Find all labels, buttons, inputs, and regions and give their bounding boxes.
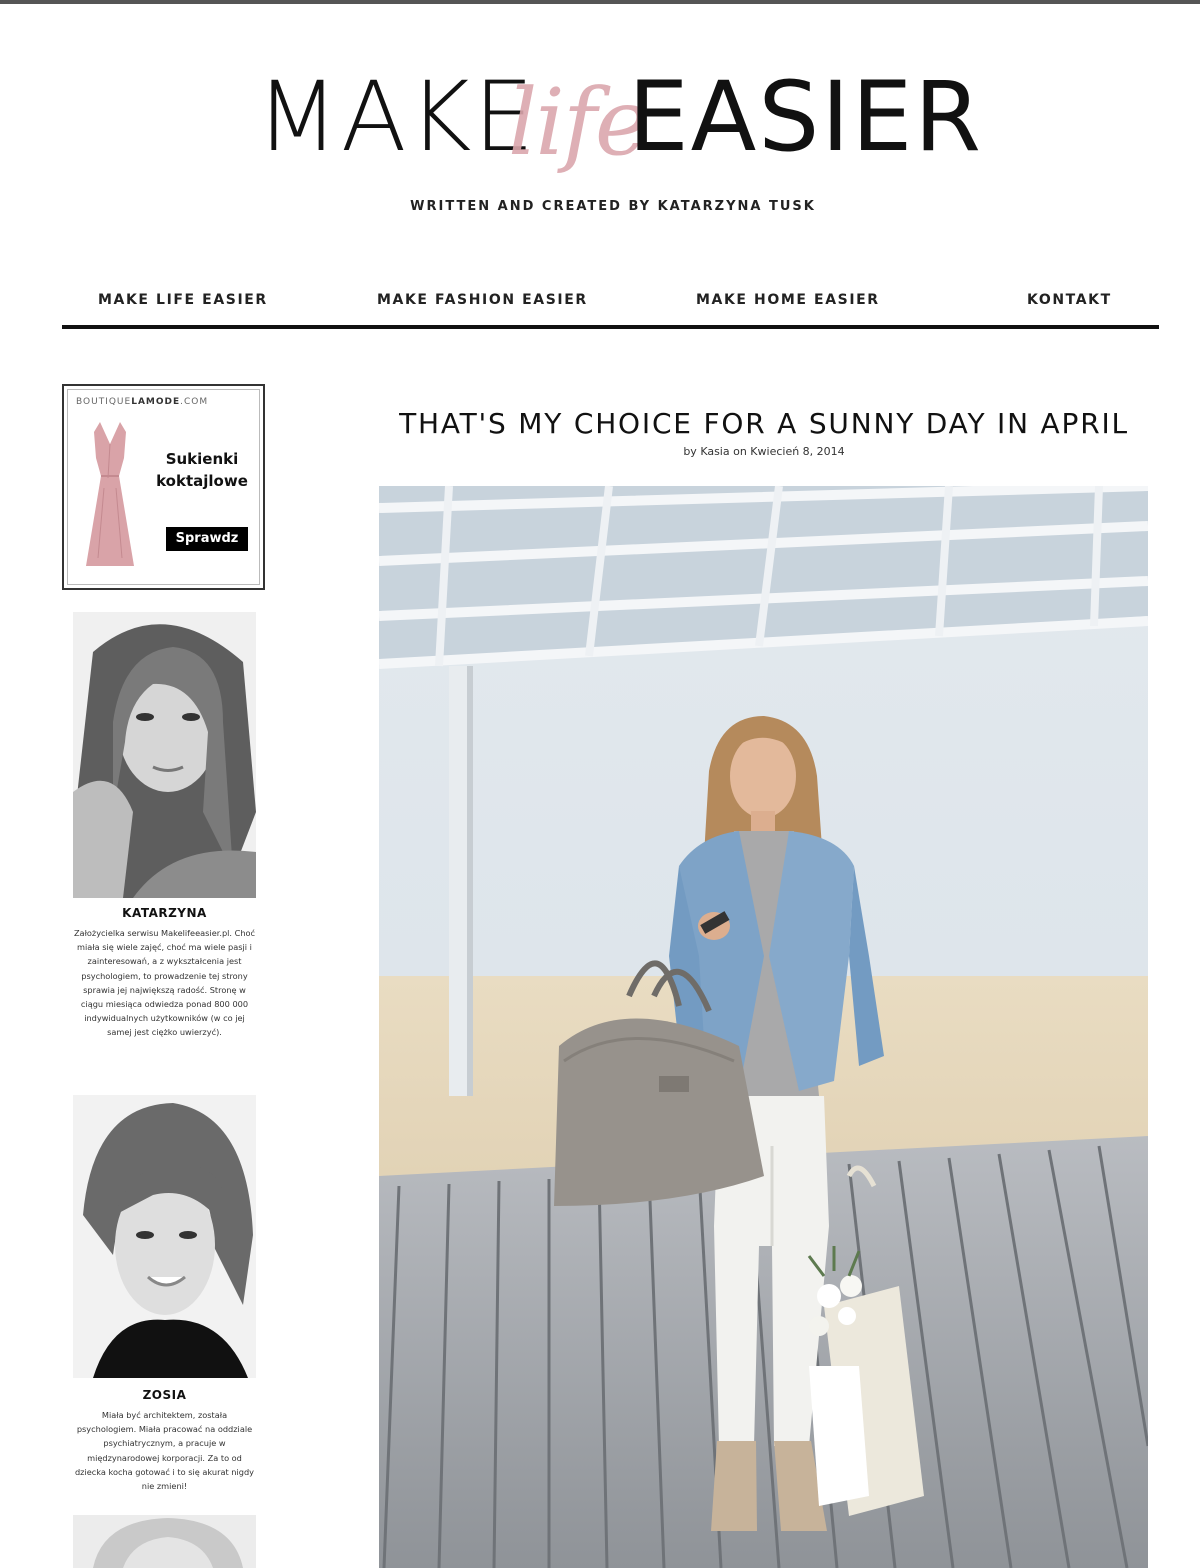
ad-brand-suffix: .COM	[180, 397, 209, 407]
top-border	[0, 0, 1200, 4]
author-name-zosia: ZOSIA	[142, 1388, 187, 1402]
ad-check-button[interactable]: Sprawdz	[166, 527, 248, 551]
ad-title: Sukienki koktajlowe	[156, 450, 248, 490]
outfit-photo-image	[379, 486, 1148, 1568]
ad-brand-prefix: BOUTIQUE	[76, 397, 132, 407]
author-portrait-zosia[interactable]	[73, 1095, 256, 1378]
author-bio-katarzyna: Założycielka serwisu Makelifeeasier.pl. Choć miała się wiele zajęć, choć ma wiele pasji i zainteresowań, a z wykształcenia jest psychologiem, to prowadzenie tej strony sprawia jej największą radość. Stronę w ciągu miesiąca odwiedza ponad 800 000 indywidualnych użytkowników (w co jej samej jest ciężko uwierzyć).	[73, 928, 256, 1038]
author-bio-zosia: Miała być architektem, została psychologiem. Miała pracować na oddziale psychiatrycznym, a pracuje w międzynarodowej korporacji. Za to od dziecka kocha gotować i to się akurat nigdy nie zmieni!	[74, 1410, 254, 1492]
post-meta: by Kasia on Kwiecień 8, 2014	[683, 445, 845, 458]
post-title[interactable]: THAT'S MY CHOICE FOR A SUNNY DAY IN APRIL	[399, 407, 1129, 440]
nav-make-life-easier[interactable]: MAKE LIFE EASIER	[98, 292, 268, 308]
main-nav	[62, 292, 1159, 316]
nav-make-fashion-easier[interactable]: MAKE FASHION EASIER	[377, 292, 588, 308]
ad-brand	[76, 397, 208, 407]
portrait-zosia-image	[73, 1095, 256, 1378]
site-logo[interactable]	[0, 62, 1200, 192]
author-portrait-katarzyna[interactable]	[73, 612, 256, 898]
logo-make-text: MAKE	[256, 61, 537, 173]
portrait-third-image	[73, 1515, 256, 1568]
logo-easier-text: EASIER	[628, 61, 983, 173]
nav-kontakt[interactable]: KONTAKT	[1027, 292, 1112, 308]
author-name-katarzyna: KATARZYNA	[122, 906, 207, 920]
sidebar-ad-banner[interactable]	[62, 384, 265, 590]
post-photo[interactable]	[379, 486, 1148, 1568]
logo-life-script: life	[508, 69, 648, 176]
ad-brand-bold: LAMODE	[131, 397, 181, 407]
author-portrait-third[interactable]	[73, 1515, 256, 1568]
portrait-katarzyna-image	[73, 612, 256, 898]
site-tagline: WRITTEN AND CREATED BY KATARZYNA TUSK	[410, 199, 816, 214]
nav-divider	[62, 325, 1159, 329]
pink-dress-image	[78, 418, 142, 578]
nav-make-home-easier[interactable]: MAKE HOME EASIER	[696, 292, 880, 308]
